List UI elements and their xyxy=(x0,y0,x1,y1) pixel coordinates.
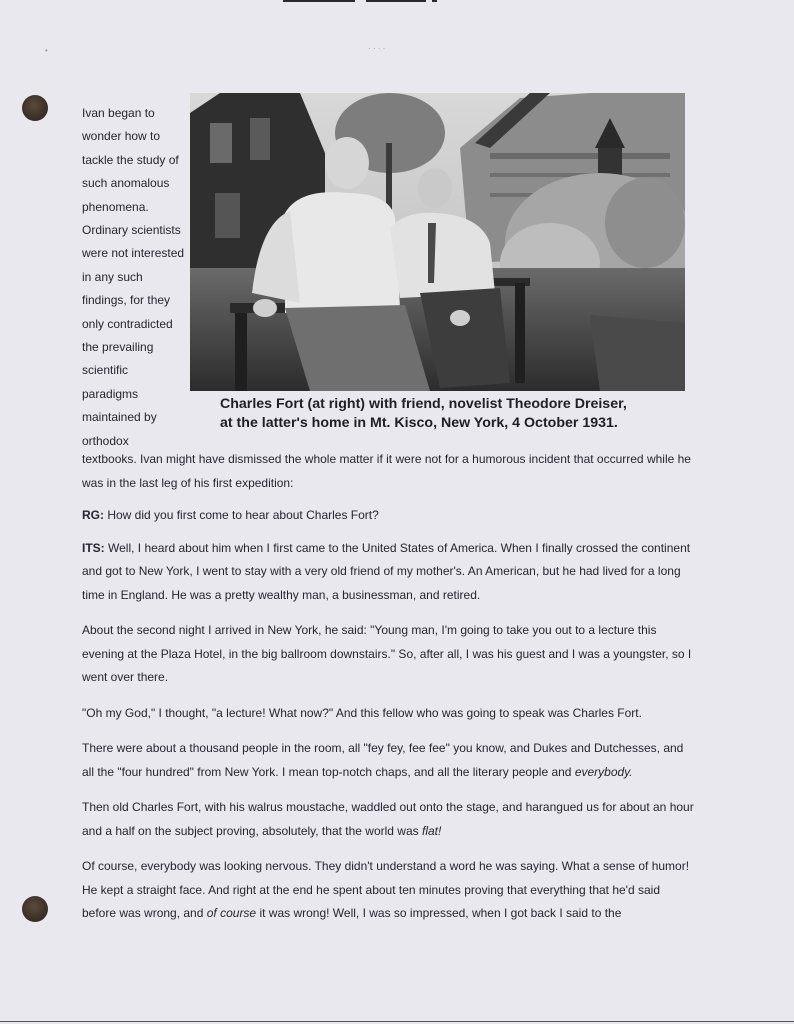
paragraph-text: There were about a thousand people in the room, all "fey fey, fee fee" you know, and Dukes and Dutchesses, and all the "four hundred" from New York. I mean top-notch chaps, and all the literary people and xyxy=(82,741,684,779)
paragraph xyxy=(82,737,697,784)
scan-speck: · · · · xyxy=(368,44,386,53)
side-line: orthodox xyxy=(82,433,129,448)
speaker-label: RG: xyxy=(82,508,104,522)
question-text: How did you first come to hear about Charles Fort? xyxy=(104,508,379,522)
paragraph xyxy=(82,855,697,926)
side-line: findings, for they xyxy=(82,293,171,308)
answer-text: Well, I heard about him when I first came to the United States of America. When I finally crossed the continent and got to New York, I went to stay with a very old friend of my mother's. An American, but he had lived for a long time in England. He was a pretty wealthy man, a businessman, and retired. xyxy=(82,540,691,602)
caption-line: Charles Fort (at right) with friend, novelist Theodore Dreiser, xyxy=(220,396,627,412)
photo-illustration xyxy=(190,93,685,391)
emphasis-text: of course xyxy=(206,906,257,920)
scan-speck: • xyxy=(45,46,48,55)
side-line: phenomena. xyxy=(82,199,149,214)
side-column-text xyxy=(82,102,190,453)
photo-caption xyxy=(220,395,680,433)
side-line: the prevailing xyxy=(82,340,154,355)
side-line: Ordinary scientists xyxy=(82,223,181,238)
side-line: in any such xyxy=(82,269,143,284)
paragraph-text: Of course, everybody was looking nervous. They didn't understand a word he was saying. What a sense of humor! He kept a straight face. And right at the end he spent about ten minutes proving that everything that he'd said before was wrong, and xyxy=(82,859,690,920)
interview-answer xyxy=(82,537,697,608)
speaker-label: ITS: xyxy=(82,540,105,555)
side-line: such anomalous xyxy=(82,176,170,191)
side-line: were not interested xyxy=(82,246,185,261)
punch-hole-top xyxy=(22,95,48,121)
side-line: maintained by xyxy=(82,410,157,425)
body-text xyxy=(82,448,697,938)
side-line: wonder how to xyxy=(82,129,161,144)
paragraph xyxy=(82,796,697,843)
side-line: only contradicted xyxy=(82,316,173,331)
historical-photo xyxy=(190,93,685,391)
top-edge-mark xyxy=(432,0,437,2)
paragraph: About the second night I arrived in New York, he said: "Young man, I'm going to take you out to a lecture this evening at the Plaza Hotel, in the big ballroom downstairs." So, after all, I was his guest and I was a youngster, so I went over there. xyxy=(82,623,692,684)
emphasis-text: flat! xyxy=(421,823,442,838)
emphasis-text: everybody. xyxy=(574,764,633,779)
paragraph: textbooks. Ivan might have dismissed the whole matter if it were not for a humorous incident that occurred while he was in the last leg of his first expedition: xyxy=(82,452,691,490)
interview-question xyxy=(82,504,697,528)
punch-hole-bottom xyxy=(22,896,48,922)
side-line: Ivan began to xyxy=(82,106,155,120)
side-line: paradigms xyxy=(82,386,139,401)
paragraph-text: Then old Charles Fort, with his walrus moustache, waddled out onto the stage, and harangued us for about an hour and a half on the subject proving, absolutely, that the world was xyxy=(82,800,694,838)
caption-line: at the latter's home in Mt. Kisco, New York, 4 October 1931. xyxy=(220,415,618,431)
top-edge-mark xyxy=(366,0,426,2)
paragraph: "Oh my God," I thought, "a lecture! What now?" And this fellow who was going to speak was Charles Fort. xyxy=(82,705,642,720)
top-edge-mark xyxy=(283,0,355,2)
side-line: scientific xyxy=(82,363,129,378)
paragraph-text: it was wrong! Well, I was so impressed, when I got back I said to the xyxy=(256,906,622,920)
bottom-edge-line xyxy=(0,1021,794,1022)
side-line: tackle the study of xyxy=(82,152,179,167)
